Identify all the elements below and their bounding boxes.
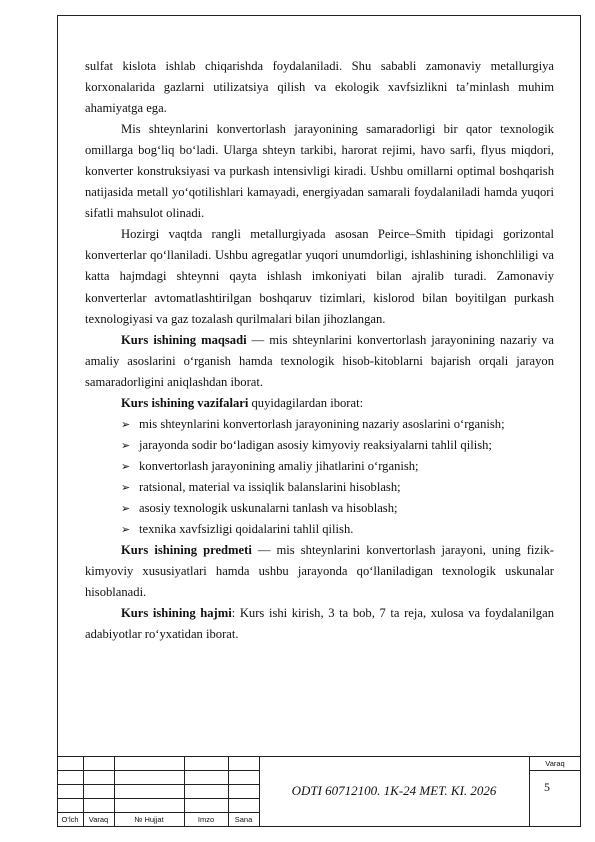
paragraph-1: sulfat kislota ishlab chiqarishda foydalaniladi. Shu sababli zamonaviy metallurgiya korxonalarida gazlarni utilizatsiya qilish va ekologik xavfsizlikni ta’minlash muhim ahamiyatga ega.: [85, 59, 554, 116]
volume-heading: Kurs ishining hajmi: [121, 606, 232, 621]
paragraph-subject: [85, 540, 554, 603]
list-item: ➢ asosiy texnologik uskunalarni tanlash va hisoblash;: [121, 498, 554, 519]
subject-heading: Kurs ishining predmeti: [121, 543, 252, 558]
arrow-bullet-icon: ➢: [121, 438, 131, 452]
arrow-bullet-icon: ➢: [121, 523, 131, 537]
col-olch: O‘lch: [61, 815, 79, 824]
paragraph-volume: [85, 603, 554, 645]
document-code: ODTI 60712100. 1K-24 MET. KI. 2026: [291, 783, 497, 798]
list-item: ➢ mis shteynlarini konvertorlash jarayonining nazariy asoslarini o‘rganish;: [121, 414, 554, 435]
goal-text: — mis shteynlarini konvertorlash jarayonining nazariy va amaliy asoslarini o‘rganish hamda texnologik hisob-kitoblarni bajarish orqali jarayon samaradorligini aniqlashdan iborat.: [85, 332, 554, 389]
col-varaq: Varaq: [88, 815, 109, 824]
list-item: ➢ texnika xavfsizligi qoidalarini tahlil qilish.: [121, 519, 554, 540]
tasks-intro: quyidagilardan iborat:: [248, 395, 364, 410]
list-item: ➢ jarayonda sodir bo‘ladigan asosiy kimyoviy reaksiyalarni tahlil qilish;: [121, 435, 554, 456]
paragraph-2: Mis shteynlarini konvertorlash jarayonining samaradorligi bir qator texnologik omillarga bog‘liq bo‘ladi. Ularga shteyn tarkibi, harorat rejimi, havo sarfi, flyus miqdori, konverter konstruksiyasi va purkash intensivligi kiradi. Ushbu omillarni optimal boshqarish natijasida metall yo‘qotilishlari kamayadi, energiyadan samarali foydalaniladi hamda yuqori sifatli mahsulot olinadi.: [85, 122, 554, 221]
arrow-bullet-icon: ➢: [121, 480, 131, 494]
sheet-label: Varaq: [545, 759, 565, 768]
document-body: [85, 56, 554, 645]
arrow-bullet-icon: ➢: [121, 501, 131, 515]
col-sana: Sana: [234, 815, 253, 824]
paragraph-goal: [85, 330, 554, 393]
goal-heading: Kurs ishining maqsadi: [121, 332, 247, 347]
subject-text: — mis shteynlarini konvertorlash jarayoni, uning fizik-kimyoviy xususiyatlari hamda ushbu jarayonda qo‘llaniladigan texnologik uskunalar hisoblanadi.: [85, 543, 555, 600]
list-item: ➢ ratsional, material va issiqlik balanslarini hisoblash;: [121, 477, 554, 498]
arrow-bullet-icon: ➢: [121, 459, 131, 473]
title-block: [57, 756, 581, 827]
sheet-number: 5: [544, 780, 550, 794]
tasks-heading: Kurs ishining vazifalari: [121, 395, 249, 410]
col-hujjat: № Hujjat: [134, 815, 164, 824]
volume-text: : Kurs ishi kirish, 3 ta bob, 7 ta reja, xulosa va foydalanilgan adabiyotlar ro‘yxatidan iborat.: [85, 606, 554, 642]
paragraph-3: Hozirgi vaqtda rangli metallurgiyada asosan Peirce–Smith tipidagi gorizontal konverterlar qo‘llaniladi. Ushbu agregatlar yuqori unumdorligi, ishlashining ishonchliligi va katta hajmdagi shteynni qayta ishlash imkoniyati bilan ajralib turadi. Zamonaviy konverterlar avtomatlashtirilgan boshqaruv tizimlari, kislorod bilan boyitilgan purkash texnologiyasi va gaz tozalash qurilmalari bilan jihozlangan.: [85, 227, 554, 326]
list-item: ➢ konvertorlash jarayonining amaliy jihatlarini o‘rganish;: [121, 456, 554, 477]
paragraph-tasks: [85, 393, 554, 414]
col-imzo: Imzo: [197, 815, 215, 824]
arrow-bullet-icon: ➢: [121, 417, 131, 431]
